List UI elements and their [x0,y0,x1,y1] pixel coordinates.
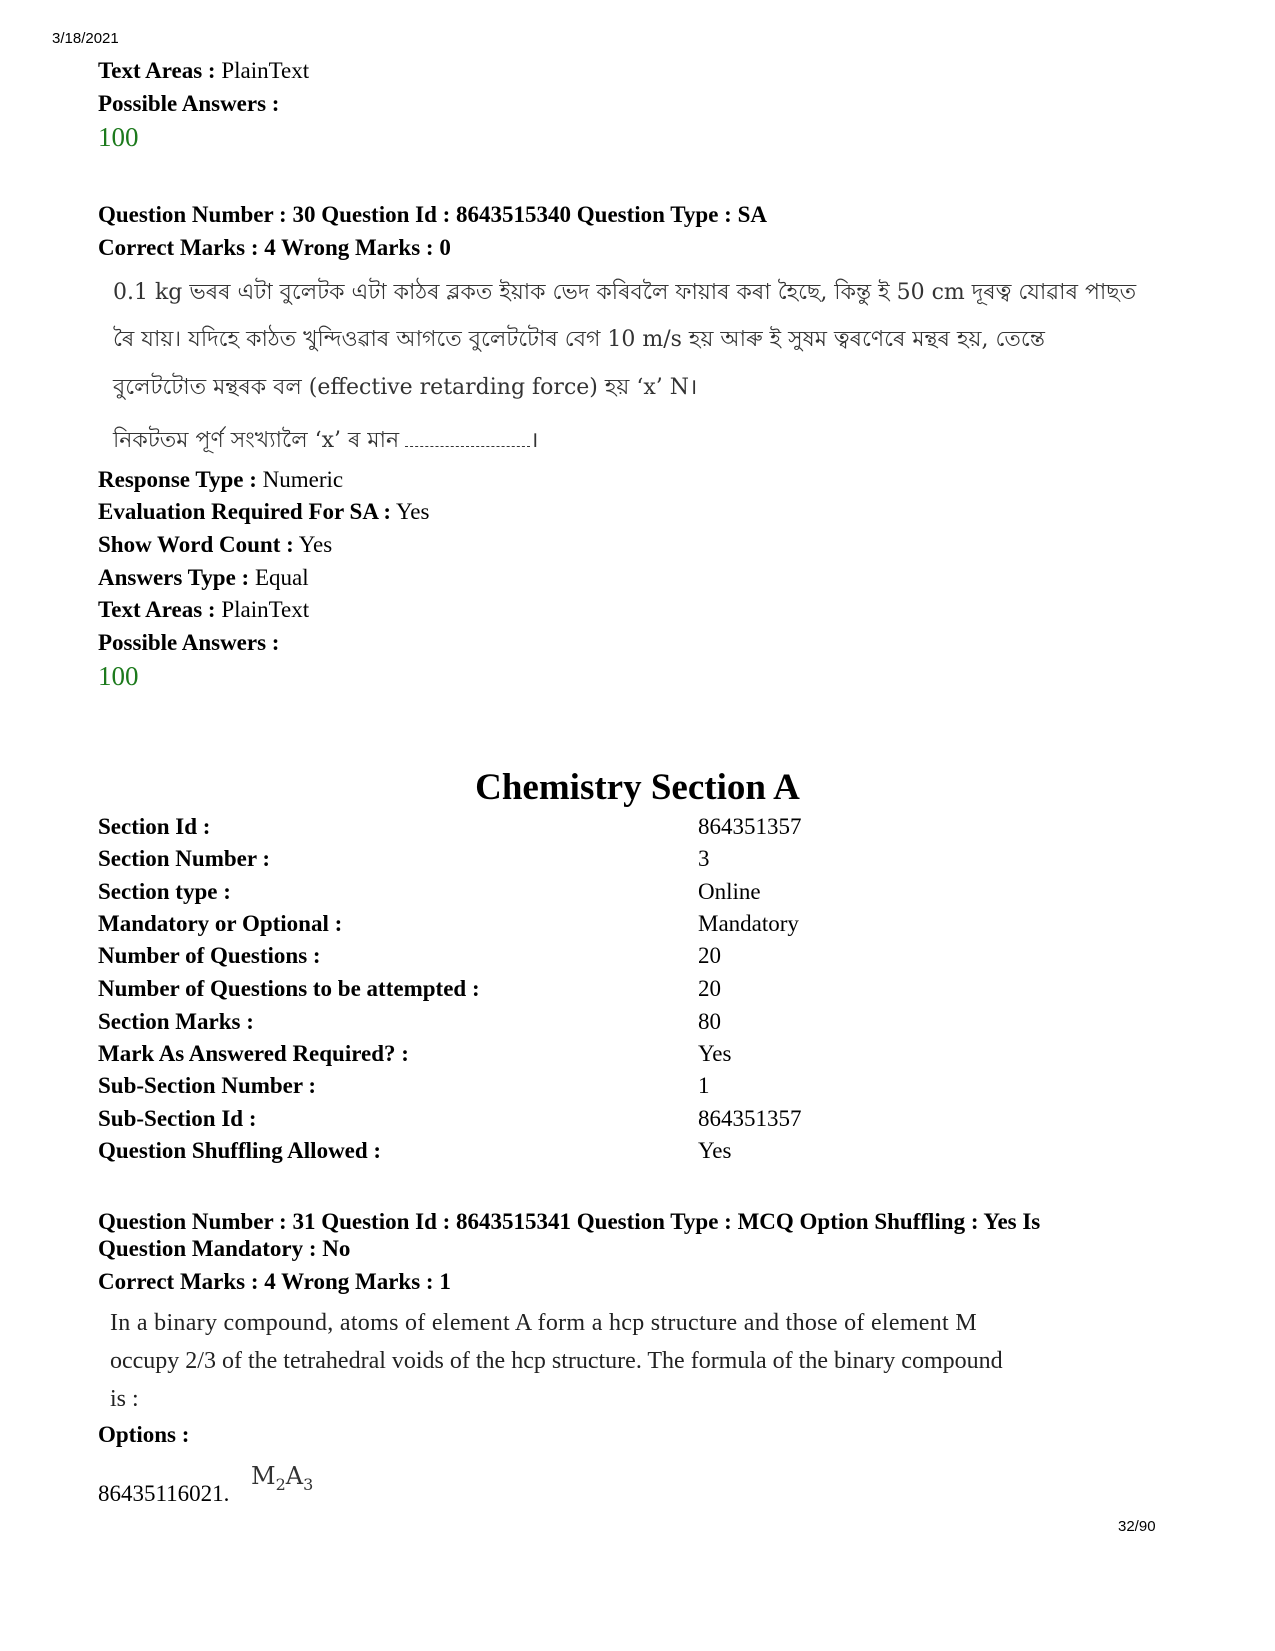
q30-question-line-2: ৰৈ যায়। যদিহে কাঠত খুন্দিওৱাৰ আগতে বুলেটটোৰ বেগ 10 m/s হয় আৰু ই সুষম ত্বৰণেৰে মন্থৰ হয়, তেন্তে [113,327,1045,352]
section-row [98,1041,1098,1074]
q30-question-line-4 [113,423,538,460]
row-label: Number of Questions to be attempted : [98,976,480,1001]
q30-field-text-areas [98,596,309,624]
row-label: Sub-Section Number : [98,1073,317,1098]
field-label: Answers Type : [98,565,250,590]
row-value: 20 [698,976,721,1001]
field-value: Yes [396,499,430,524]
page-number: 32/90 [1118,1518,1156,1535]
option-1-id: 86435116021. [98,1481,230,1506]
field-value: Yes [298,532,333,557]
q30-field-word-count [98,531,332,559]
section-row [98,1138,1098,1171]
section-row [98,943,1098,976]
section-row [98,846,1098,879]
row-label: Mandatory or Optional : [98,911,343,936]
row-label: Section type : [98,879,231,904]
q30-possible-answers-label: Possible Answers : [98,630,280,655]
field-value: PlainText [221,597,310,622]
formula-element: A [285,1462,304,1490]
text-areas-label: Text Areas : [98,58,216,83]
field-value: Equal [254,565,309,590]
q31-question-line-2: occupy 2/3 of the tetrahedral voids of the hcp structure. The formula of the binary compound [110,1348,1003,1374]
row-value: 3 [698,846,710,871]
row-value: 864351357 [698,814,802,839]
row-value: 864351357 [698,1106,802,1131]
row-value: 1 [698,1073,710,1098]
q31-header-line-2: Question Mandatory : No [98,1236,351,1261]
field-label: Text Areas : [98,597,216,622]
possible-answers-label: Possible Answers : [98,91,280,116]
q30-possible-answer-value: 100 [98,661,139,691]
field-value: Numeric [262,467,344,492]
row-value: Yes [698,1041,732,1066]
row-value: Mandatory [698,911,799,936]
row-value: 20 [698,943,721,968]
formula-subscript: 3 [303,1474,314,1494]
q31-header-line-1: Question Number : 31 Question Id : 8643515341 Question Type : MCQ Option Shuffling : Yes Is [98,1209,1041,1234]
formula-element: M [251,1462,276,1490]
row-value: 80 [698,1009,721,1034]
options-label: Options : [98,1422,190,1447]
row-label: Question Shuffling Allowed : [98,1138,382,1163]
q30-header: Question Number : 30 Question Id : 8643515340 Question Type : SA [98,202,767,227]
q30-field-answers-type [98,564,309,592]
field-label: Show Word Count : [98,532,294,557]
q31-question-line-3: is : [110,1386,139,1412]
row-label: Mark As Answered Required? : [98,1041,409,1066]
row-value: Yes [698,1138,732,1163]
text-areas-value: PlainText [221,58,310,83]
q30-question-line-4-text: নিকটতম পূৰ্ণ সংখ্যালৈ ‘x’ ৰ মান [113,428,400,453]
field-label: Evaluation Required For SA : [98,499,392,524]
answer-blank [405,446,530,447]
section-row [98,1073,1098,1106]
section-row [98,1009,1098,1042]
row-label: Section Number : [98,846,271,871]
row-label: Section Marks : [98,1009,254,1034]
q30-marks: Correct Marks : 4 Wrong Marks : 0 [98,235,451,260]
section-row [98,976,1098,1009]
row-label: Sub-Section Id : [98,1106,257,1131]
q30-question-line-1: 0.1 kg ভৰৰ এটা বুলেটক এটা কাঠৰ ব্লকত ইয়াক ভেদ কৰিবলৈ ফায়াৰ কৰা হৈছে, কিন্তু ই 50 cm দূৰত্ব যোৱাৰ পাছত [113,280,1137,305]
section-row [98,879,1098,912]
text-areas-line [98,57,309,85]
q30-field-response-type [98,466,343,494]
row-value: Online [698,879,761,904]
print-date: 3/18/2021 [52,30,119,47]
q31-question-line-1: In a binary compound, atoms of element A form a hcp structure and those of element M [110,1310,977,1336]
option-1[interactable] [98,1462,398,1512]
section-row [98,814,1098,847]
section-title: Chemistry Section A [475,767,800,808]
field-label: Response Type : [98,467,257,492]
row-label: Number of Questions : [98,943,321,968]
q30-question-line-3: বুলেটটোত মন্থৰক বল (effective retarding force) হয় ‘x’ N। [113,375,698,400]
q30-field-evaluation [98,498,429,526]
row-label: Section Id : [98,814,211,839]
q30-question-end: । [530,428,539,453]
section-row [98,1106,1098,1139]
formula-subscript: 2 [275,1474,286,1494]
possible-answer-value: 100 [98,122,139,152]
option-1-formula [251,1462,313,1494]
section-row [98,911,1098,944]
q31-marks: Correct Marks : 4 Wrong Marks : 1 [98,1269,451,1294]
